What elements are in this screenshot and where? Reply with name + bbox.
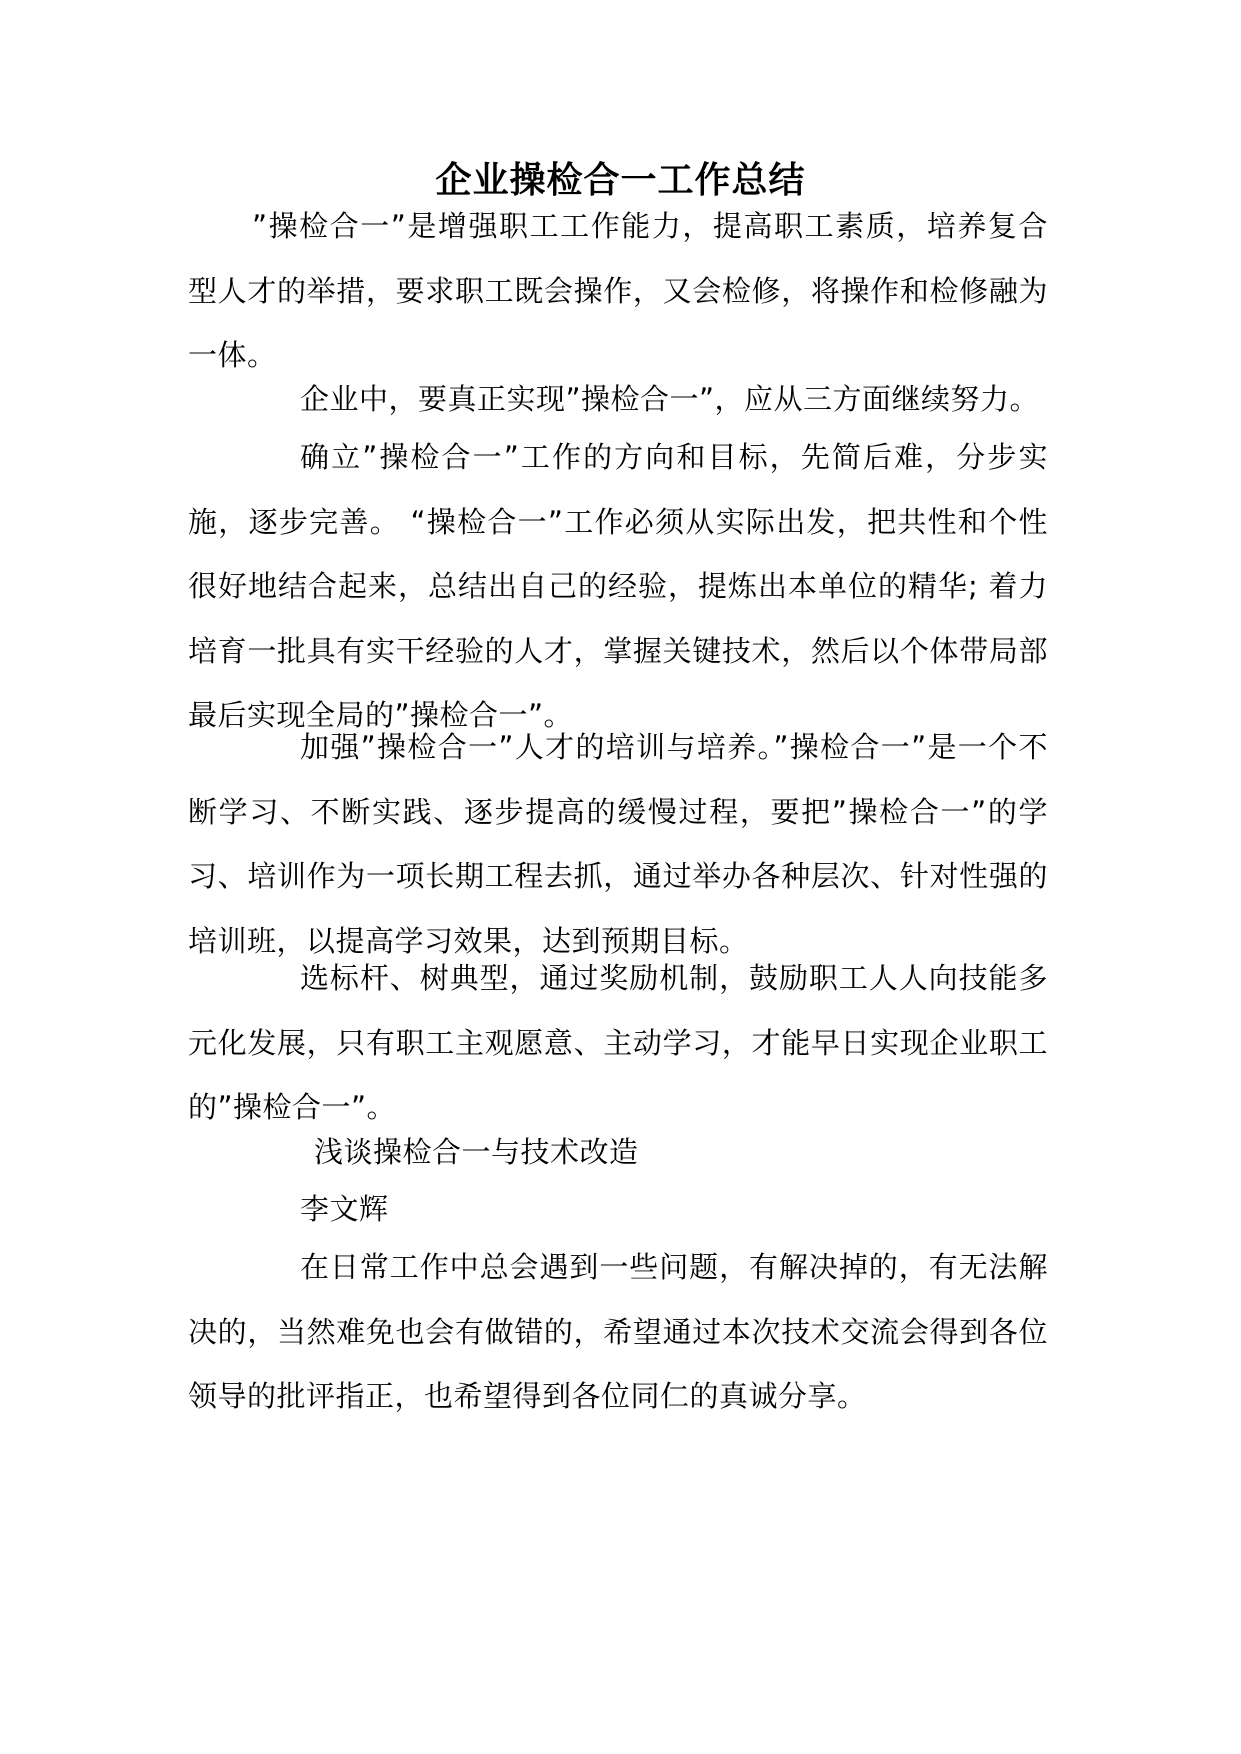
paragraph-three-aspects: 企业中，要真正实现”操检合一”，应从三方面继续努力。 (300, 382, 1040, 416)
paragraph-direction-goals: 确立”操检合一”工作的方向和目标，先简后难，分步实施，逐步完善。 “操检合一”工作必须从实际出发，把共性和个性很好地结合起来，总结出自己的经验，提炼出本单位的精华; 着力培育一批具有实干经验的人才，掌握关键技术，然后以个体带局部最后实现全局的”操检合一”。 (188, 440, 1048, 732)
paragraph-benchmark: 选标杆、树典型，通过奖励机制，鼓励职工人人向技能多元化发展，只有职工主观愿意、主动学习，才能早日实现企业职工的”操检合一”。 (188, 961, 1048, 1124)
paragraph-intro: ”操检合一”是增强职工工作能力，提高职工素质，培养复合型人才的举措，要求职工既会操作，又会检修，将操作和检修融为一体。 (188, 209, 1048, 372)
paragraph-closing: 在日常工作中总会遇到一些问题，有解决掉的，有无法解决的，当然难免也会有做错的，希望通过本次技术交流会得到各位领导的批评指正，也希望得到各位同仁的真诚分享。 (188, 1250, 1048, 1413)
document-title: 企业操检合一工作总结 (435, 159, 806, 201)
section-heading: 浅谈操检合一与技术改造 (314, 1135, 639, 1169)
paragraph-training: 加强”操检合一”人才的培训与培养。”操检合一”是一个不断学习、不断实践、逐步提高的缓慢过程，要把”操检合一”的学习、培训作为一项长期工程去抓，通过举办各种层次、针对性强的培训班，以提高学习效果，达到预期目标。 (188, 730, 1048, 958)
author-name: 李文辉 (300, 1192, 389, 1226)
